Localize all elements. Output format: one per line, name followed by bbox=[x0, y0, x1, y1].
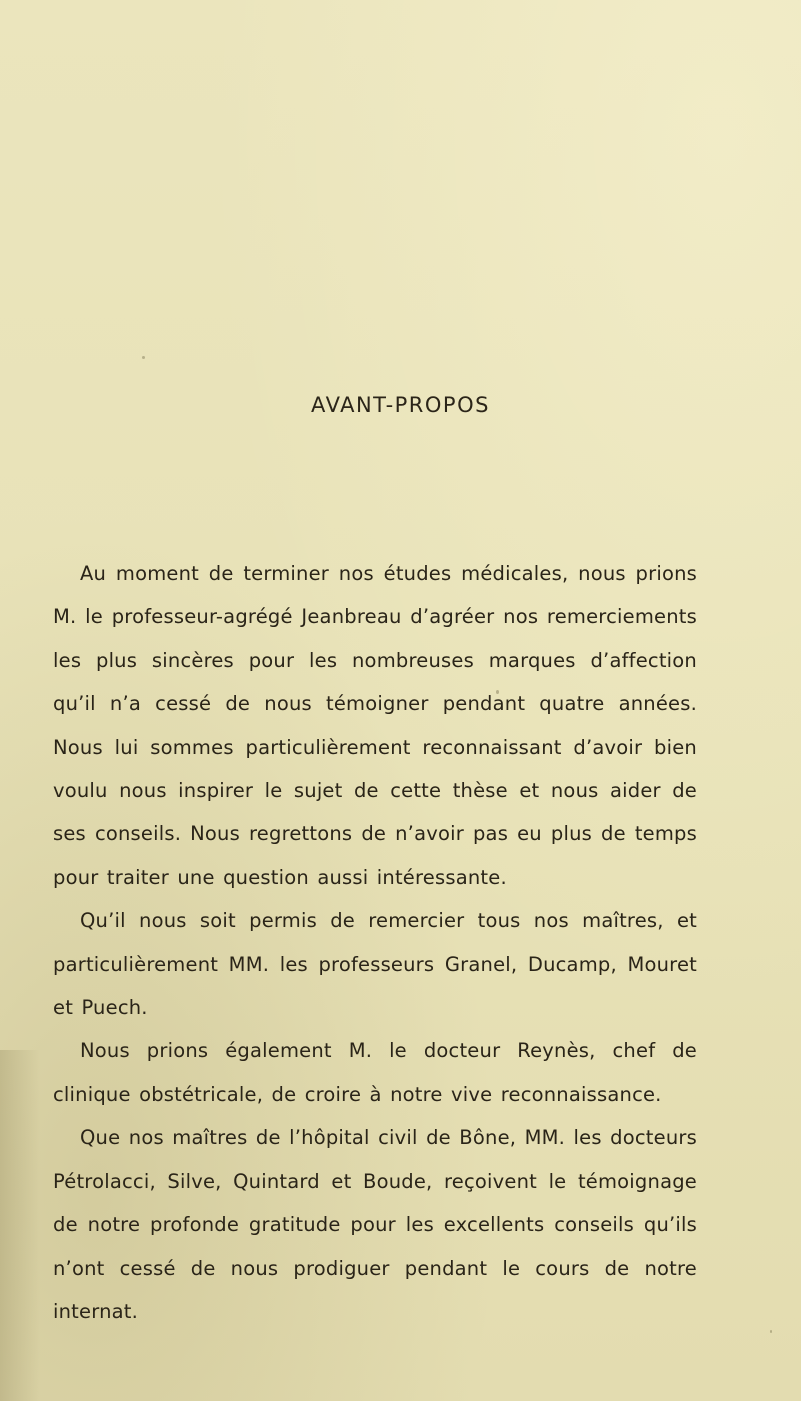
foreword-body bbox=[53, 552, 697, 1333]
paragraph-1: Au moment de terminer nos études médicales, nous prions M. le professeur-agrégé Jeanbreau d’agréer nos remerciements les plus sincères pour les nombreuses marques d’affection qu’il n’a cessé de nous témoigner pendant quatre années. Nous lui sommes particulièrement reconnaissant d’avoir bien voulu nous inspirer le sujet de cette thèse et nous aider de ses conseils. Nous regrettons de n’avoir pas eu plus de temps pour traiter une question aussi intéressante. bbox=[53, 562, 697, 889]
paragraph-4: Que nos maîtres de l’hôpital civil de Bône, MM. les docteurs Pétrolacci, Silve, Quintard et Boude, reçoivent le témoignage de notre profonde gratitude pour les excellents conseils qu’ils n’ont cessé de nous prodiguer pendant le cours de notre internat. bbox=[53, 1126, 697, 1323]
page-edge-shadow bbox=[0, 1050, 40, 1401]
paragraph-3: Nous prions également M. le docteur Reynès, chef de clinique obstétricale, de croire à notre vive reconnaissance. bbox=[53, 1039, 697, 1106]
paper-speck bbox=[770, 1330, 772, 1333]
page-title: AVANT-PROPOS bbox=[311, 393, 490, 417]
paper-speck bbox=[142, 356, 145, 359]
paragraph-2: Qu’il nous soit permis de remercier tous nos maîtres, et particulièrement MM. les professeurs Granel, Ducamp, Mouret et Puech. bbox=[53, 909, 697, 1020]
